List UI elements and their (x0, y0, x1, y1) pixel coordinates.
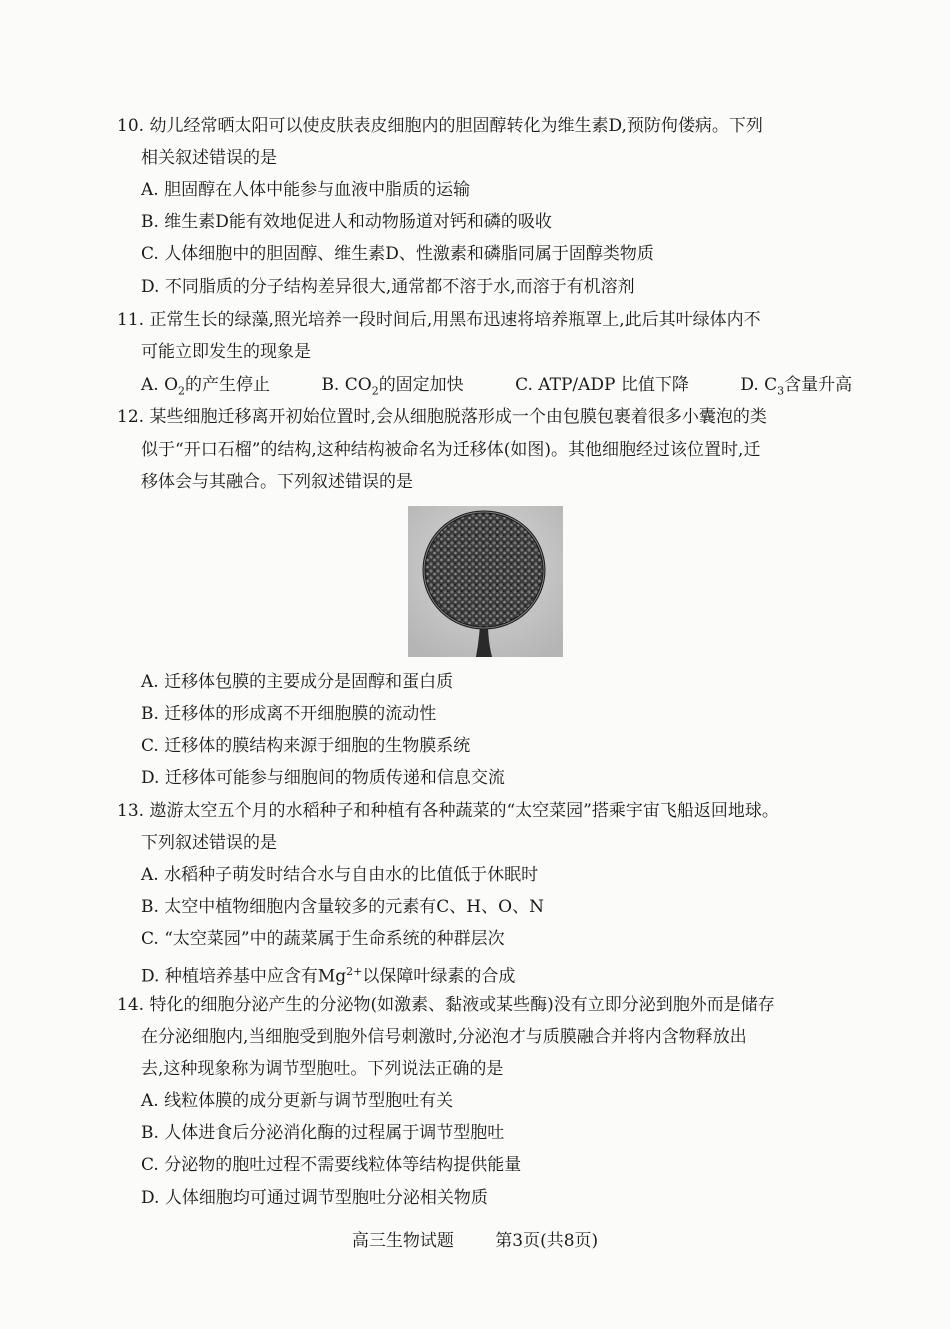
q13-stem-line1: 13. 遨游太空五个月的水稻种子和种植有各种蔬菜的“太空菜园”搭乘宇宙飞船返回地球。 (117, 801, 779, 821)
q10-stem-line1: 10. 幼儿经常晒太阳可以使皮肤表皮细胞内的胆固醇转化为维生素D,预防佝偻病。下列 (117, 116, 763, 136)
q11-option-d: D. $C_3$含量升高 (740, 375, 853, 398)
q10-option-c: C. 人体细胞中的胆固醇、维生素D、性激素和磷脂同属于固醇类物质 (141, 244, 654, 264)
q13-option-c: C. “太空菜园”中的蔬菜属于生命系统的种群层次 (141, 929, 505, 949)
q11-stem-line2: 可能立即发生的现象是 (141, 342, 311, 362)
q11-option-b: B. $CO_2$的固定加快 (321, 375, 464, 398)
q11-option-c: C. ATP/ADP 比值下降 (515, 375, 689, 395)
q13-option-b: B. 太空中植物细胞内含量较多的元素有C、H、O、N (141, 897, 544, 917)
q12-option-b: B. 迁移体的形成离不开细胞膜的流动性 (141, 704, 437, 724)
q10-option-d: D. 不同脂质的分子结构差异很大,通常都不溶于水,而溶于有机溶剂 (141, 277, 635, 297)
q10-option-a: A. 胆固醇在人体中能参与血液中脂质的运输 (141, 180, 471, 200)
q13-stem-line2: 下列叙述错误的是 (141, 833, 277, 853)
q12-stem-line2: 似于“开口石榴”的结构,这种结构被命名为迁移体(如图)。其他细胞经过该位置时,迁 (141, 440, 761, 460)
footer-page-number: 第3页(共8页) (495, 1231, 599, 1251)
q14-stem-line1: 14. 特化的细胞分泌产生的分泌物(如激素、黏液或某些酶)没有立即分泌到胞外而是储存 (117, 995, 775, 1015)
q11-stem-line1: 11. 正常生长的绿藻,照光培养一段时间后,用黑布迅速将培养瓶罩上,此后其叶绿体内不 (117, 310, 761, 330)
q13-option-a: A. 水稻种子萌发时结合水与自由水的比值低于休眠时 (141, 865, 539, 885)
footer-subject: 高三生物试题 (351, 1231, 454, 1251)
q10-stem-line2: 相关叙述错误的是 (141, 148, 277, 168)
q14-option-a: A. 线粒体膜的成分更新与调节型胞吐有关 (141, 1091, 454, 1111)
migrasome-micrograph (408, 506, 563, 657)
q12-stem-line1: 12. 某些细胞迁移离开初始位置时,会从细胞脱落形成一个由包膜包裹着很多小囊泡的类 (117, 407, 767, 427)
q14-stem-line2: 在分泌细胞内,当细胞受到胞外信号刺激时,分泌泡才与质膜融合并将内含物释放出 (141, 1027, 747, 1047)
q11-option-a: A. $O_2$的产生停止 (141, 375, 271, 398)
q14-option-b: B. 人体进食后分泌消化酶的过程属于调节型胞吐 (141, 1123, 505, 1143)
page-footer (0, 1225, 950, 1257)
q12-option-d: D. 迁移体可能参与细胞间的物质传递和信息交流 (141, 768, 505, 788)
q14-option-d: D. 人体细胞均可通过调节型胞吐分泌相关物质 (141, 1188, 488, 1208)
q14-stem-line3: 去,这种现象称为调节型胞吐。下列说法正确的是 (141, 1059, 504, 1079)
q14-option-c: C. 分泌物的胞吐过程不需要线粒体等结构提供能量 (141, 1155, 522, 1175)
q12-option-a: A. 迁移体包膜的主要成分是固醇和蛋白质 (141, 672, 454, 692)
q12-stem-line3: 移体会与其融合。下列叙述错误的是 (141, 472, 413, 492)
q13-option-d: D. 种植培养基中应含有$Mg^{2+}$以保障叶绿素的合成 (141, 965, 516, 987)
q12-option-c: C. 迁移体的膜结构来源于细胞的生物膜系统 (141, 736, 471, 756)
q10-option-b: B. 维生素D能有效地促进人和动物肠道对钙和磷的吸收 (141, 212, 552, 232)
